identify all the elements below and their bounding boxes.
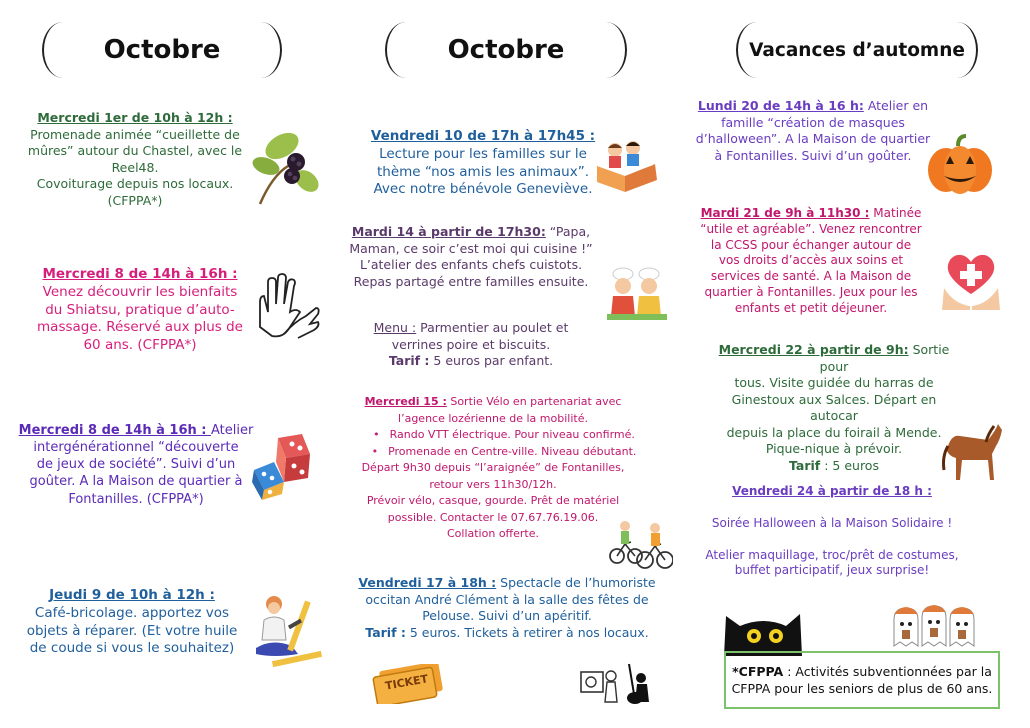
event-line: de coude si vous le souhaitez) bbox=[29, 640, 235, 657]
hands-icon bbox=[254, 272, 322, 342]
column-header bbox=[736, 22, 978, 78]
menu-block bbox=[345, 320, 597, 370]
event-line: quartier à Fontanilles. Jeux pour les bbox=[704, 285, 918, 300]
tarif-label: Tarif : bbox=[388, 353, 430, 368]
blackberry-icon bbox=[252, 126, 322, 208]
event-heading: Mercredi 22 à partir de 9h: bbox=[718, 342, 909, 357]
event-heading: Lundi 20 de 14h à 16 h: bbox=[697, 98, 864, 113]
musicians-icon bbox=[577, 658, 653, 706]
event-line: intergénérationnel “découverte bbox=[33, 440, 239, 456]
column-october-2 bbox=[343, 0, 686, 728]
event-line: Ginestoux aux Salces. Départ en autocar bbox=[731, 391, 937, 423]
event-line: Reel48. bbox=[111, 159, 159, 175]
column-october-1 bbox=[0, 0, 343, 728]
event-line: Atelier maquillage, troc/prêt de costumes, bbox=[705, 547, 959, 562]
tarif-text: 5 euros par enfant. bbox=[429, 353, 554, 368]
event-line: Prévoir vélo, casque, gourde. Prêt de matériel bbox=[366, 494, 620, 507]
event-card bbox=[700, 206, 922, 317]
event-line: Covoiturage depuis nos locaux. bbox=[36, 176, 234, 191]
event-card bbox=[345, 224, 597, 290]
event-line: à Fontanilles. Suivi d’un goûter. bbox=[714, 147, 912, 163]
event-line: services de santé. A la Maison de bbox=[710, 269, 912, 284]
event-line: Avec notre bénévole Geneviève. bbox=[373, 181, 593, 198]
column-title: Octobre bbox=[103, 35, 221, 65]
event-line: 60 ans. (CFPPA*) bbox=[83, 337, 197, 354]
event-line: tous. Visite guidée du harras de bbox=[734, 375, 934, 390]
note-text: : Activités subventionnées par la bbox=[783, 663, 992, 679]
event-card bbox=[22, 266, 258, 355]
tarif-text: 5 euros. Tickets à retirer à nos locaux. bbox=[405, 624, 649, 640]
event-line: de jeux de société”. Suivi d’un bbox=[36, 457, 236, 473]
kids-cooking-icon bbox=[605, 266, 669, 324]
tarif-label: Tarif bbox=[789, 457, 821, 473]
header-bracket-right bbox=[240, 22, 282, 78]
ghosts-icon bbox=[890, 598, 980, 648]
event-line: Repas partagé entre familles ensuite. bbox=[353, 273, 589, 289]
cyclists-icon bbox=[609, 512, 673, 570]
event-heading: Vendredi 24 à partir de 18 h : bbox=[732, 484, 932, 498]
event-line: vos droits d’accès aux soins et bbox=[718, 253, 904, 268]
event-line: retour vers 11h30/12h. bbox=[429, 477, 557, 491]
event-card bbox=[18, 110, 252, 209]
event-line: famille “création de masques bbox=[721, 114, 905, 130]
menu-line: verrines poire et biscuits. bbox=[391, 336, 551, 352]
dice-icon bbox=[250, 432, 314, 502]
event-line: Pique-nique à prévoir. bbox=[765, 441, 903, 456]
header-bracket-left bbox=[42, 22, 84, 78]
event-lead: Sortie Vélo en partenariat avec bbox=[446, 395, 622, 408]
event-line: L’atelier des enfants chefs cuistots. bbox=[359, 257, 583, 272]
event-heading: Mercredi 15 : bbox=[364, 395, 447, 408]
event-line: mûres” autour du Chastel, avec le bbox=[27, 143, 243, 158]
bullet-list bbox=[343, 427, 643, 460]
event-lead: Spectacle de l’humoriste bbox=[496, 575, 656, 590]
tarif-label: Tarif : bbox=[365, 624, 406, 640]
column-header bbox=[385, 22, 627, 78]
header-bracket-right bbox=[936, 22, 978, 78]
event-line: Venez découvrir les bienfaits bbox=[42, 283, 238, 300]
event-lead: Atelier bbox=[211, 423, 254, 438]
event-card bbox=[18, 422, 254, 508]
event-heading: Jeudi 9 de 10h à 12h : bbox=[49, 587, 215, 603]
event-line: objets à réparer. (Et votre huile bbox=[26, 622, 238, 639]
cfppa-note bbox=[724, 651, 1000, 709]
event-heading: Mercredi 8 de 14h à 16h : bbox=[42, 266, 238, 282]
header-bracket-left bbox=[385, 22, 427, 78]
header-bracket-right bbox=[585, 22, 627, 78]
event-line: Départ 9h30 depuis “l’araignée” de Fontanilles, bbox=[361, 461, 625, 474]
note-label: *CFPPA bbox=[732, 663, 784, 679]
event-lead: Atelier en bbox=[863, 98, 929, 113]
event-card bbox=[694, 98, 932, 164]
book-kids-icon bbox=[593, 136, 661, 194]
event-line: Soirée Halloween à la Maison Solidaire ! bbox=[711, 515, 953, 530]
event-line: Pelouse. Suivi d’un apéritif. bbox=[422, 608, 592, 623]
event-card bbox=[706, 342, 962, 474]
note-line: CFPPA pour les seniors de plus de 60 ans. bbox=[731, 681, 993, 696]
event-lead: “Papa, bbox=[545, 224, 591, 239]
event-line: Collation offerte. bbox=[446, 527, 539, 540]
tarif-text: : 5 euros bbox=[820, 457, 879, 473]
event-line: Promenade animée “cueillette de bbox=[30, 126, 240, 142]
event-line: d’halloween”. A la Maison de quartier bbox=[695, 131, 931, 146]
column-holidays bbox=[686, 0, 1029, 728]
event-line: (CFPPA*) bbox=[107, 192, 163, 208]
event-line: Café-bricolage. apportez vos bbox=[34, 604, 230, 621]
bullet-item: • Promenade en Centre-ville. Niveau débutant. bbox=[365, 444, 643, 461]
event-line: possible. Contacter le 07.67.76.19.06. bbox=[387, 510, 599, 524]
event-line: Maman, ce soir c’est moi qui cuisine !” bbox=[349, 240, 593, 256]
event-line: Fontanilles. (CFPPA*) bbox=[68, 491, 204, 507]
menu-label: Menu : bbox=[373, 320, 417, 335]
event-card bbox=[343, 394, 643, 543]
event-line: depuis la place du foirail à Mende. bbox=[726, 424, 942, 440]
bullet-item: • Rando VTT électrique. Pour niveau confirmé. bbox=[365, 427, 643, 444]
event-lead: Sortie pour bbox=[819, 342, 950, 374]
pumpkin-icon bbox=[924, 134, 996, 196]
event-heading: Mardi 14 à partir de 17h30: bbox=[351, 224, 546, 239]
event-heading: Mardi 21 de 9h à 11h30 : bbox=[700, 206, 870, 220]
event-line: buffet participatif, jeux surprise! bbox=[734, 563, 930, 578]
heart-hands-icon bbox=[940, 248, 1002, 312]
column-header bbox=[42, 22, 282, 78]
event-heading: Mercredi 8 de 14h à 16h : bbox=[18, 423, 212, 438]
event-card bbox=[700, 484, 964, 579]
event-line: la CCSS pour échanger autour de bbox=[710, 237, 912, 252]
event-line: l’agence lozérienne de la mobilité. bbox=[398, 411, 588, 425]
event-line: Lecture pour les familles sur le bbox=[379, 145, 587, 162]
event-card bbox=[361, 128, 605, 199]
event-lead: Matinée bbox=[869, 206, 922, 220]
event-line: goûter. A la Maison de quartier à bbox=[29, 474, 243, 490]
black-cat-icon bbox=[722, 602, 806, 656]
event-line: du Shiatsu, pratique d’auto- bbox=[45, 301, 235, 318]
header-bracket-left bbox=[736, 22, 778, 78]
crafter-icon bbox=[252, 592, 326, 670]
event-heading: Vendredi 17 à 18h : bbox=[358, 575, 497, 590]
column-title: Vacances d’automne bbox=[749, 39, 965, 61]
event-line: enfants et petit déjeuner. bbox=[734, 300, 888, 315]
event-line: thème “nos amis les animaux”. bbox=[376, 163, 589, 180]
event-card bbox=[357, 575, 657, 641]
ticket-icon bbox=[371, 664, 445, 704]
event-card bbox=[14, 587, 250, 658]
event-heading: Mercredi 1er de 10h à 12h : bbox=[37, 110, 233, 125]
event-heading: Vendredi 10 de 17h à 17h45 : bbox=[370, 128, 596, 144]
column-title: Octobre bbox=[447, 35, 565, 65]
event-line: massage. Réservé aux plus de bbox=[37, 319, 243, 336]
event-line: occitan André Clément à la salle des fêtes de bbox=[365, 591, 649, 607]
horse-icon bbox=[938, 420, 1006, 486]
ticket-label: TICKET bbox=[384, 672, 430, 693]
event-line: “utile et agréable”. Venez rencontrer bbox=[700, 221, 922, 236]
menu-text: Parmentier au poulet et bbox=[416, 320, 569, 335]
